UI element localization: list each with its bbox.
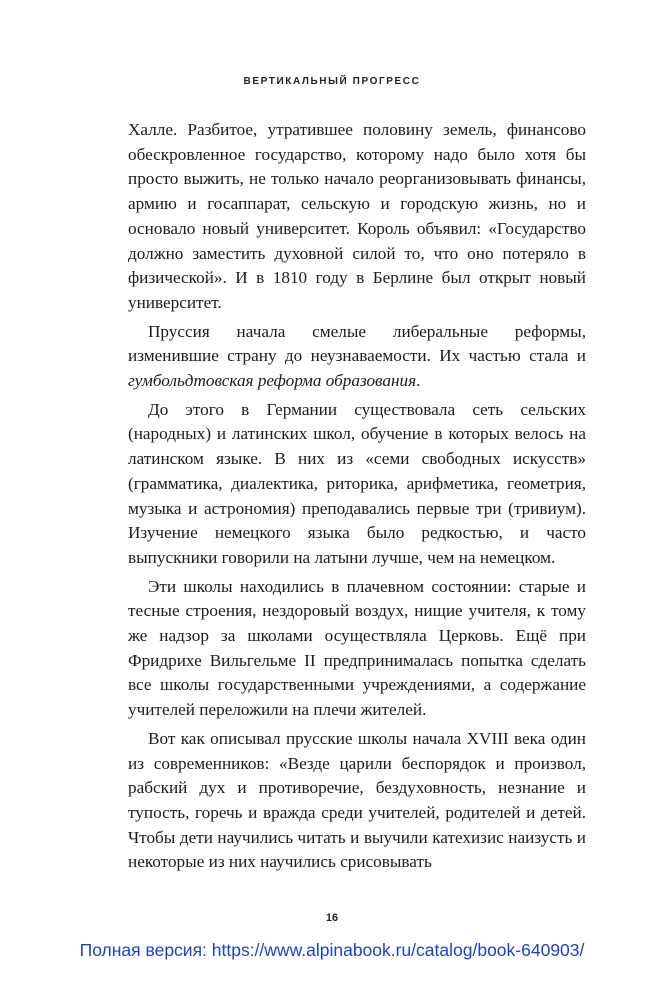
text-segment: Эти школы находились в плачевном состоянии: старые и тесные строения, нездоровый воздух, нищие учителя, к тому же надзор за школами осуществляла Церковь. Ещё при Фридрихе Вильгельме II предпринималась попытка сделать все школы государственными учреждениями, а содержание учителей переложили на плечи жителей.	[128, 576, 586, 720]
body-text	[128, 118, 586, 875]
text-segment: До этого в Германии существовала сеть сельских (народных) и латинских школ, обучение в которых велось на латинском языке. В них из «семи свободных искусств» (грамматика, диалектика, риторика, арифметика, геометрия, музыка и астрономия) преподавались первые три (тривиум). Изучение немецкого языка было редкостью, и часто выпускники говорили на латыни лучше, чем на немецком.	[128, 399, 586, 567]
running-head: ВЕРТИКАЛЬНЫЙ ПРОГРЕСС	[243, 76, 421, 87]
page-number: 16	[325, 912, 339, 924]
paragraph	[128, 398, 586, 571]
text-segment: Вот как описывал прусские школы начала XVIII века один из современников: «Везде царили беспорядок и произвол, рабский дух и противоречие, бездуховность, незнание и тупость, горечь и вражда среди учителей, родителей и детей. Чтобы дети научились читать и выучили катехизис наизусть и некоторые из них научились срисовывать	[128, 728, 586, 872]
paragraph	[128, 320, 586, 394]
text-segment: .	[416, 371, 421, 391]
text-segment: Халле. Разбитое, утратившее половину земель, финансово обескровленное государство, которому надо было хотя бы просто выжить, не только начало реорганизовывать финансы, армию и госаппарат, сельскую и городскую жизнь, но и основало новый университет. Король объявил: «Государство должно заместить духовной силой то, что оно потеряло в физической». И в 1810 году в Берлине был открыт новый университет.	[128, 120, 586, 312]
full-version-link[interactable]: Полная версия: https://www.alpinabook.ru/catalog/book-640903/	[79, 940, 585, 960]
paragraph	[128, 118, 586, 316]
paragraph	[128, 727, 586, 875]
italic-term: гумбольдтовская реформа образования	[128, 371, 417, 391]
paragraph	[128, 575, 586, 723]
text-segment: Пруссия начала смелые либеральные реформы, изменившие страну до неузнаваемости. Их частью стала и	[128, 321, 586, 366]
